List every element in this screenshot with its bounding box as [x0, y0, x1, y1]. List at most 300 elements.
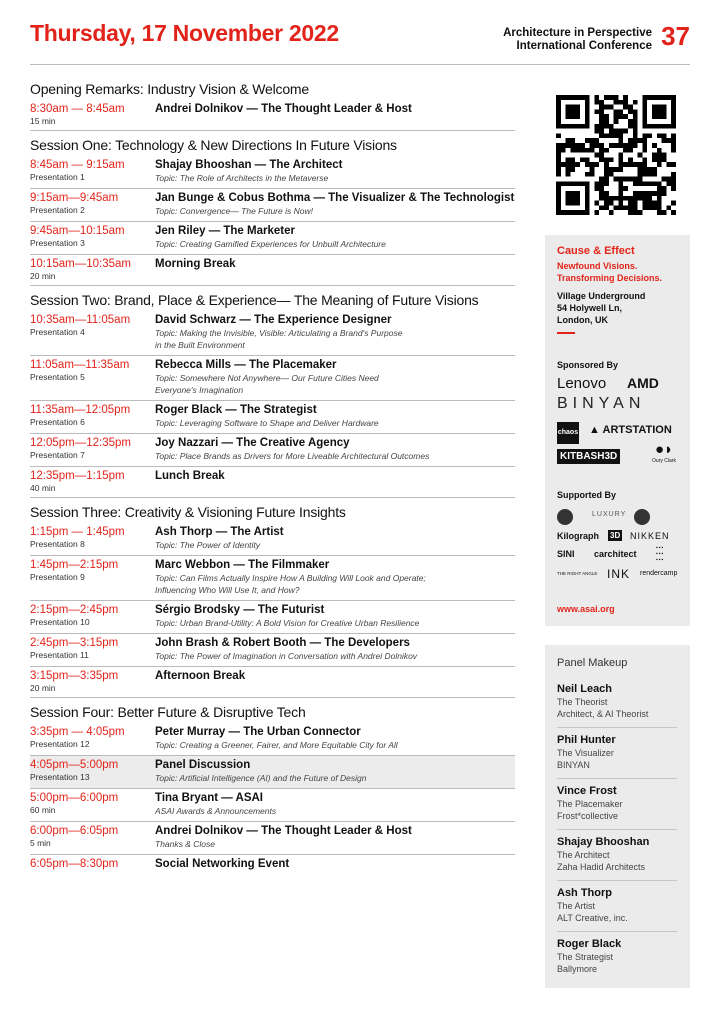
- qr-module: [609, 201, 614, 206]
- ink-logo: INK: [607, 567, 631, 581]
- entry-title: Panel Discussion: [155, 759, 251, 771]
- qr-module: [657, 196, 662, 201]
- artstation-icon: ▲: [589, 424, 600, 436]
- qr-module: [666, 181, 671, 186]
- supporter-circle-icon: [634, 509, 650, 525]
- qr-module: [638, 210, 643, 215]
- panel-member-affiliation: Frost*collective: [557, 811, 619, 821]
- qr-finder-inner: [652, 105, 666, 119]
- topic-line: Topic: The Power of Identity: [155, 540, 261, 550]
- qr-module: [614, 133, 619, 138]
- entry-title: Jen Riley — The Marketer: [155, 225, 295, 237]
- qr-module: [609, 105, 614, 110]
- entry-title: Andrei Dolnikov — The Thought Leader & Host: [155, 825, 412, 837]
- panel-member: [557, 938, 682, 975]
- qr-module: [623, 148, 628, 153]
- section-title: Session Four: Better Future & Disruptive Tech: [30, 704, 306, 720]
- qr-module: [633, 162, 638, 167]
- qr-module: [618, 167, 623, 172]
- qr-module: [618, 191, 623, 196]
- panel-divider: [557, 727, 677, 728]
- qr-module: [647, 167, 652, 172]
- qr-module: [671, 181, 676, 186]
- conference-line-2: International Conference: [516, 40, 652, 52]
- schedule-entry: [30, 723, 515, 756]
- entry-topic: [155, 539, 260, 551]
- qr-module: [604, 133, 609, 138]
- entry-subtitle: Presentation 13: [30, 772, 90, 782]
- topic-line: Thanks & Close: [155, 839, 215, 849]
- qr-module: [556, 172, 561, 177]
- sponsored-by-label: Sponsored By: [557, 360, 619, 370]
- entry-time: 9:45am—10:15am: [30, 225, 125, 237]
- qr-module: [647, 205, 652, 210]
- qr-module: [647, 191, 652, 196]
- qr-module: [647, 172, 652, 177]
- qr-module: [628, 201, 633, 206]
- qr-code[interactable]: [556, 95, 676, 215]
- qr-module: [657, 201, 662, 206]
- entry-title: Lunch Break: [155, 470, 225, 482]
- qr-module: [652, 153, 657, 158]
- topic-line: Topic: Somewhere Not Anywhere— Our Future Cities Need: [155, 373, 379, 383]
- entry-time: 2:45pm—3:15pm: [30, 637, 119, 649]
- qr-module: [666, 138, 671, 143]
- schedule-entry: [30, 311, 515, 356]
- qr-module: [633, 119, 638, 124]
- entry-subtitle: 20 min: [30, 271, 56, 281]
- qr-module: [590, 143, 595, 148]
- qr-module: [647, 181, 652, 186]
- qr-module: [575, 162, 580, 167]
- qr-module: [618, 143, 623, 148]
- qr-module: [657, 186, 662, 191]
- panel-member: [557, 683, 682, 720]
- qr-module: [642, 148, 647, 153]
- qr-module: [671, 186, 676, 191]
- qr-module: [594, 162, 599, 167]
- qr-module: [618, 162, 623, 167]
- qr-module: [594, 95, 599, 100]
- entry-subtitle: Presentation 10: [30, 617, 90, 627]
- qr-module: [628, 157, 633, 162]
- qr-module: [585, 138, 590, 143]
- qr-module: [570, 157, 575, 162]
- entry-time: 12:05pm—12:35pm: [30, 437, 132, 449]
- panel-member: [557, 836, 682, 873]
- conference-number: 37: [661, 21, 690, 51]
- panel-member-affiliation: ALT Creative, inc.: [557, 913, 628, 923]
- topic-line: Influencing Who Will Use It, and How?: [155, 585, 300, 595]
- qr-module: [652, 191, 657, 196]
- entry-subtitle: Presentation 6: [30, 417, 85, 427]
- kitbash-logo: KITBASH3D: [557, 449, 620, 464]
- qr-module: [652, 205, 657, 210]
- topic-line: Topic: Place Brands as Drivers for More Liveable Architectural Outcomes: [155, 451, 430, 461]
- qr-module: [594, 129, 599, 134]
- qr-module: [609, 124, 614, 129]
- qr-module: [594, 143, 599, 148]
- qr-module: [561, 162, 566, 167]
- schedule-entry: [30, 467, 515, 498]
- entry-subtitle: Presentation 1: [30, 172, 85, 182]
- schedule-entry: [30, 756, 515, 789]
- entry-title: Marc Webbon — The Filmmaker: [155, 559, 330, 571]
- qr-module: [623, 143, 628, 148]
- qr-module: [642, 138, 647, 143]
- topic-line: Topic: Convergence— The Future is Now!: [155, 206, 313, 216]
- qr-module: [594, 186, 599, 191]
- qr-module: [585, 157, 590, 162]
- qr-module: [604, 105, 609, 110]
- entry-time: 8:45am — 9:15am: [30, 159, 125, 171]
- entry-subtitle: Presentation 7: [30, 450, 85, 460]
- accent-bar: [557, 332, 575, 334]
- qr-module: [614, 119, 619, 124]
- entry-time: 10:15am—10:35am: [30, 258, 132, 270]
- topic-line: Topic: Making the Invisible, Visible: Articulating a Brand's Purpose: [155, 328, 403, 338]
- panel-member-affiliation: Architect, & AI Theorist: [557, 709, 649, 719]
- qr-module: [628, 124, 633, 129]
- carchitect-logo: carchitect: [594, 549, 637, 559]
- rendercamp-logo: rendercamp: [640, 570, 678, 577]
- qr-module: [614, 114, 619, 119]
- qr-module: [609, 196, 614, 201]
- qr-module: [556, 143, 561, 148]
- panel-member-name: Ash Thorp: [557, 887, 612, 899]
- qr-module: [570, 162, 575, 167]
- topic-line: in the Built Environment: [155, 340, 245, 350]
- qr-module: [642, 196, 647, 201]
- sidebar-info: [545, 235, 690, 626]
- qr-module: [633, 181, 638, 186]
- qr-module: [599, 105, 604, 110]
- schedule-entry: [30, 189, 515, 222]
- qr-module: [604, 157, 609, 162]
- qr-module: [642, 133, 647, 138]
- qr-module: [628, 162, 633, 167]
- entry-topic: [155, 172, 328, 184]
- entry-time: 9:15am—9:45am: [30, 192, 119, 204]
- panel-member-role: The Visualizer: [557, 748, 614, 758]
- cause-title: Cause & Effect: [557, 245, 635, 257]
- qr-module: [657, 133, 662, 138]
- qr-module: [662, 186, 667, 191]
- entry-time: 8:30am — 8:45am: [30, 103, 125, 115]
- qr-module: [628, 196, 633, 201]
- schedule-entry: [30, 556, 515, 601]
- qr-module: [599, 153, 604, 158]
- qr-module: [666, 177, 671, 182]
- section-title: Session One: Technology & New Directions In Future Visions: [30, 137, 397, 153]
- panel-divider: [557, 880, 677, 881]
- qr-module: [662, 153, 667, 158]
- qr-module: [599, 186, 604, 191]
- panel-member-affiliation: Ballymore: [557, 964, 598, 974]
- qr-module: [556, 153, 561, 158]
- entry-subtitle: Presentation 4: [30, 327, 85, 337]
- venue-line-1: Village Underground: [557, 291, 646, 301]
- entry-subtitle: 40 min: [30, 483, 56, 493]
- panel-member-role: The Artist: [557, 901, 596, 911]
- panel-member-role: The Theorist: [557, 697, 608, 707]
- qr-module: [628, 177, 633, 182]
- entry-topic: [155, 572, 426, 596]
- panel-member-name: Vince Frost: [557, 785, 617, 797]
- qr-module: [609, 129, 614, 134]
- qr-module: [657, 148, 662, 153]
- entry-topic: [155, 238, 386, 250]
- purse-ink-logo-icon: ▪▪▪ ▪▪▪ ▪▪▪: [656, 545, 665, 563]
- panel-divider: [557, 829, 677, 830]
- qr-finder-inner: [566, 105, 580, 119]
- entry-time: 3:15pm—3:35pm: [30, 670, 119, 682]
- qr-module: [614, 205, 619, 210]
- entry-time: 12:35pm—1:15pm: [30, 470, 125, 482]
- schedule-entry: [30, 222, 515, 255]
- nikken-logo: NIKKEN: [630, 531, 670, 541]
- qr-module: [561, 143, 566, 148]
- qr-module: [604, 172, 609, 177]
- qr-module: [599, 157, 604, 162]
- qr-module: [594, 153, 599, 158]
- qr-module: [594, 181, 599, 186]
- entry-title: Afternoon Break: [155, 670, 246, 682]
- qr-module: [642, 143, 647, 148]
- qr-module: [652, 172, 657, 177]
- qr-module: [628, 205, 633, 210]
- qr-module: [561, 148, 566, 153]
- schedule-entry: [30, 401, 515, 434]
- qr-module: [657, 191, 662, 196]
- qr-module: [633, 191, 638, 196]
- qr-module: [614, 109, 619, 114]
- qr-module: [647, 201, 652, 206]
- qr-module: [662, 157, 667, 162]
- entry-time: 6:05pm—8:30pm: [30, 858, 119, 870]
- qr-module: [590, 172, 595, 177]
- entry-title: Jan Bunge & Cobus Bothma — The Visualizer & The Technologist: [155, 192, 515, 204]
- qr-module: [662, 210, 667, 215]
- qr-module: [623, 105, 628, 110]
- qr-module: [599, 114, 604, 119]
- venue-line-2: 54 Holywell Ln,: [557, 303, 623, 313]
- nla-logo-icon: [557, 509, 573, 525]
- qr-module: [633, 100, 638, 105]
- qr-module: [638, 167, 643, 172]
- qr-module: [604, 162, 609, 167]
- section-title: Opening Remarks: Industry Vision & Welcome: [30, 81, 309, 97]
- qr-module: [570, 148, 575, 153]
- qr-module: [633, 133, 638, 138]
- venue-line-3: London, UK: [557, 315, 608, 325]
- qr-module: [609, 143, 614, 148]
- qr-module: [618, 100, 623, 105]
- qr-module: [623, 196, 628, 201]
- entry-time: 11:35am—12:05pm: [30, 404, 131, 416]
- schedule-entry: [30, 601, 515, 634]
- artstation-name: ARTSTATION: [602, 424, 672, 436]
- qr-module: [618, 129, 623, 134]
- qr-module: [599, 181, 604, 186]
- qr-module: [623, 162, 628, 167]
- entry-subtitle: 60 min: [30, 805, 56, 815]
- panel-member-name: Phil Hunter: [557, 734, 616, 746]
- schedule-entry: [30, 100, 515, 131]
- qr-module: [657, 210, 662, 215]
- qr-module: [618, 153, 623, 158]
- qr-module: [657, 157, 662, 162]
- qr-module: [556, 133, 561, 138]
- qr-module: [633, 210, 638, 215]
- entry-title: Rebecca Mills — The Placemaker: [155, 359, 337, 371]
- qr-module: [618, 109, 623, 114]
- panel-member-name: Roger Black: [557, 938, 622, 950]
- qr-module: [642, 201, 647, 206]
- panel-member-affiliation: BINYAN: [557, 760, 590, 770]
- qr-module: [599, 143, 604, 148]
- qr-module: [575, 143, 580, 148]
- panel-member-name: Neil Leach: [557, 683, 613, 695]
- qr-module: [657, 181, 662, 186]
- qr-module: [585, 162, 590, 167]
- panel-member-role: The Architect: [557, 850, 610, 860]
- qr-module: [628, 138, 633, 143]
- section-title: Session Two: Brand, Place & Experience— The Meaning of Future Visions: [30, 292, 479, 308]
- panel-member: [557, 734, 682, 771]
- 3d-logo: 3D: [610, 531, 621, 540]
- schedule-entry: [30, 356, 515, 401]
- qr-module: [666, 205, 671, 210]
- qr-module: [556, 157, 561, 162]
- qr-module: [628, 119, 633, 124]
- qr-module: [633, 109, 638, 114]
- venue-address: [557, 290, 645, 326]
- qr-module: [604, 148, 609, 153]
- qr-module: [590, 138, 595, 143]
- qr-module: [614, 177, 619, 182]
- entry-subtitle: Presentation 3: [30, 238, 85, 248]
- qr-module: [609, 210, 614, 215]
- entry-time: 11:05am—11:35am: [30, 359, 130, 371]
- qr-module: [633, 201, 638, 206]
- qr-module: [642, 162, 647, 167]
- qr-module: [652, 143, 657, 148]
- entry-topic: [155, 327, 402, 351]
- qr-module: [580, 157, 585, 162]
- oury-clark-icon: ●◗: [654, 441, 674, 458]
- entry-subtitle: 5 min: [30, 838, 51, 848]
- entry-subtitle: Presentation 9: [30, 572, 85, 582]
- qr-module: [666, 162, 671, 167]
- chaos-logo: chaos: [557, 422, 579, 444]
- qr-module: [638, 181, 643, 186]
- topic-line: Topic: Urban Brand-Utility: A Bold Vision for Creative Urban Resilience: [155, 618, 420, 628]
- qr-module: [618, 205, 623, 210]
- entry-topic: [155, 739, 398, 751]
- panel-member: [557, 785, 682, 822]
- qr-module: [652, 167, 657, 172]
- qr-module: [642, 157, 647, 162]
- qr-module: [594, 100, 599, 105]
- qr-module: [671, 210, 676, 215]
- entry-title: Sérgio Brodsky — The Futurist: [155, 604, 325, 616]
- qr-module: [618, 181, 623, 186]
- sini-logo: SINI: [557, 549, 575, 559]
- qr-module: [585, 148, 590, 153]
- qr-module: [594, 201, 599, 206]
- entry-topic: [155, 450, 429, 462]
- qr-module: [614, 95, 619, 100]
- oury-clark-name: Oury Clark: [652, 458, 676, 464]
- topic-line: Topic: The Role of Architects in the Metaverse: [155, 173, 329, 183]
- topic-line: ASAI Awards & Announcements: [155, 806, 277, 816]
- entry-topic: [155, 205, 313, 217]
- entry-title: Tina Bryant — ASAI: [155, 792, 263, 804]
- qr-module: [652, 181, 657, 186]
- qr-module: [566, 157, 571, 162]
- qr-finder-inner: [566, 191, 580, 205]
- qr-module: [642, 181, 647, 186]
- qr-module: [623, 100, 628, 105]
- panel-member-role: The Placemaker: [557, 799, 623, 809]
- panel-heading: Panel Makeup: [557, 657, 628, 669]
- qr-module: [642, 172, 647, 177]
- qr-module: [638, 153, 643, 158]
- entry-title: Roger Black — The Strategist: [155, 404, 317, 416]
- qr-module: [590, 162, 595, 167]
- topic-line: Everyone's Imagination: [155, 385, 244, 395]
- schedule-entry: [30, 634, 515, 667]
- qr-module: [662, 191, 667, 196]
- qr-module: [638, 177, 643, 182]
- qr-module: [604, 95, 609, 100]
- qr-module: [594, 109, 599, 114]
- qr-module: [628, 105, 633, 110]
- qr-module: [570, 167, 575, 172]
- qr-module: [623, 205, 628, 210]
- oury-clark-logo: [647, 442, 681, 464]
- website-link[interactable]: www.asai.org: [557, 604, 615, 614]
- entry-subtitle: Presentation 11: [30, 650, 89, 660]
- entry-title: Peter Murray — The Urban Connector: [155, 726, 361, 738]
- qr-module: [623, 114, 628, 119]
- qr-module: [599, 148, 604, 153]
- qr-module: [609, 167, 614, 172]
- qr-module: [594, 138, 599, 143]
- qr-module: [657, 162, 662, 167]
- qr-module: [614, 129, 619, 134]
- qr-module: [614, 167, 619, 172]
- qr-module: [599, 196, 604, 201]
- panel-member-role: The Strategist: [557, 952, 614, 962]
- topic-line: Topic: The Power of Imagination in Conversation with Andrei Dolnikov: [155, 651, 418, 661]
- qr-module: [647, 196, 652, 201]
- panel-makeup: [545, 645, 690, 988]
- schedule-entry: [30, 789, 515, 822]
- entry-subtitle: Presentation 8: [30, 539, 85, 549]
- qr-module: [580, 148, 585, 153]
- qr-module: [609, 172, 614, 177]
- qr-module: [604, 191, 609, 196]
- qr-module: [556, 167, 561, 172]
- schedule: [30, 75, 515, 874]
- entry-subtitle: Presentation 5: [30, 372, 85, 382]
- topic-line: Topic: Creating Gamified Experiences for Unbuilt Architecture: [155, 239, 386, 249]
- qr-module: [566, 162, 571, 167]
- qr-module: [609, 95, 614, 100]
- qr-module: [657, 153, 662, 158]
